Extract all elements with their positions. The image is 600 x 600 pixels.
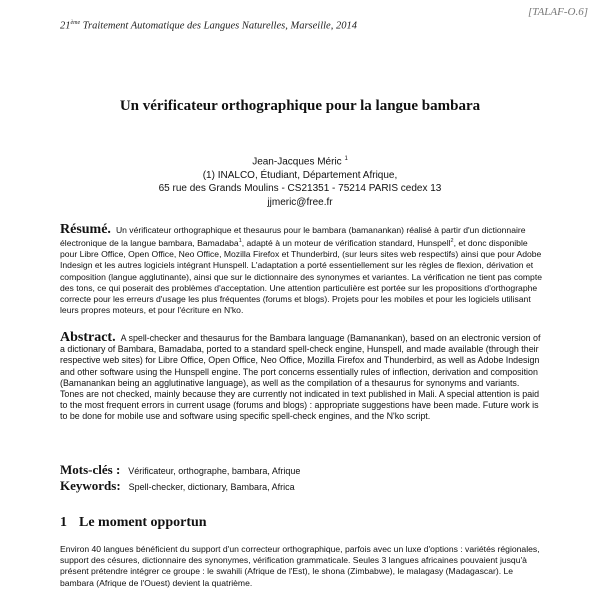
conference-ordinal: ème [70,20,81,26]
author-block [0,153,600,209]
keywords-en [60,478,560,494]
abstract-paragraph [60,332,544,423]
resume-footnote-2: 2 [450,238,454,245]
keywords-en-text: Spell-checker, dictionary, Bambara, Africa [128,482,295,492]
resume-text-part2: , adapté à un moteur de vérification standard, Hunspell [241,238,451,249]
section-number: 1 [60,515,67,530]
author-footnote-mark: 1 [344,156,348,162]
keywords-fr-text: Vérificateur, orthographe, bambara, Afrique [128,466,301,476]
abstract-text: A spell-checker and thesaurus for the Bambara language (Bamanankan), based on an electronic version of a dictionary of Bambara, Bamadaba, ported to a standard spell-check engine, Hunspell, and made available (through their respective web sites) for Libre Office, Open Office, Neo Office, Mozilla Firefox and Thunderbird, as well as Adobe Indesign and other software using the Hunspell engine. The port concerns essentially rules of inflection, derivation and composition (Bamanankan being an agglutinative language), as well as the compilation of a thesaurus for synonyms and variants. Tones are not checked, mainly because they are currently not indicated in text published in Mali. A special attention is paid to the most frequent errors in current usage (forums and blogs) : appropriate suggestions have been made. Future work is to be done for mobile use and software using specific spell-check engines, and the N'ko script. [60,333,541,422]
conference-number: 21 [60,20,71,32]
resume-heading: Résumé. [60,222,111,237]
abstract-heading: Abstract. [60,330,116,345]
paper-title: Un vérificateur orthographique pour la langue bambara [119,98,481,114]
paper-tag: [TALAF-O.6] [528,6,588,18]
author-affiliation: (1) INALCO, Étudiant, Département Afrique, [202,169,398,181]
keywords-en-label: Keywords: [60,478,121,493]
resume-text-part3: , et donc disponible pour Libre Office, Open Office, Neo Office, Mozilla Firefox et Thunderbird, (sur leurs sites web respectifs) ainsi que pour Adobe Indesign et les autres logiciels intégrant Hunspell. L'adaptation a porté essentiellement sur les règles de flexion, dérivation et composition (langue agglutinante), ainsi que sur le dictionnaire des synonymes et variantes. La vérification ne tient pas compte des tons, ce qui poserait des problèmes d'acceptation. Une attention particulière est portée sur les propositions d'orthographe correcte pour les erreurs d'usage les plus fréquentes (forums et blogs). Projets pour les mobiles et pour les logiciels utilisant leurs propres moteurs, et pour l'écriture en N'ko. [60,238,543,316]
author-line [0,153,600,169]
conference-header [60,20,357,32]
resume-text-part1: Un vérificateur orthographique et thesaurus pour le bambara (bamanankan) réalisé à partir d'un dictionnaire électronique de la langue bambara, Bamadaba [60,225,526,249]
resume-paragraph [60,224,544,316]
keywords-fr-label: Mots-clés : [60,462,121,477]
author-email: jjmeric@free.fr [267,196,333,208]
section-1-heading [60,515,207,531]
keywords-fr [60,462,560,478]
resume-footnote-1: 1 [238,238,242,245]
section-title: Le moment opportun [79,515,207,530]
author-address: 65 rue des Grands Moulins - CS21351 - 75214 PARIS cedex 13 [158,183,442,195]
section-1-paragraph: Environ 40 langues bénéficient du support d'un correcteur orthographique, parfois avec un luxe d'options : variétés régionales, support des césures, dictionnaire des synonymes, vérification grammaticale. Seules 3 langues africaines pouvaient jusqu'à présent prétendre intégrer ce groupe : le swahili (Afrique de l'Est), le shona (Zimbabwe), le malagasy (Madagascar). Le bambara (Afrique de l'Ouest) devient la quatrième. [60,544,540,588]
conference-name: Traitement Automatique des Langues Naturelles, Marseille, 2014 [80,20,357,32]
author-name: Jean-Jacques Méric [252,156,342,168]
